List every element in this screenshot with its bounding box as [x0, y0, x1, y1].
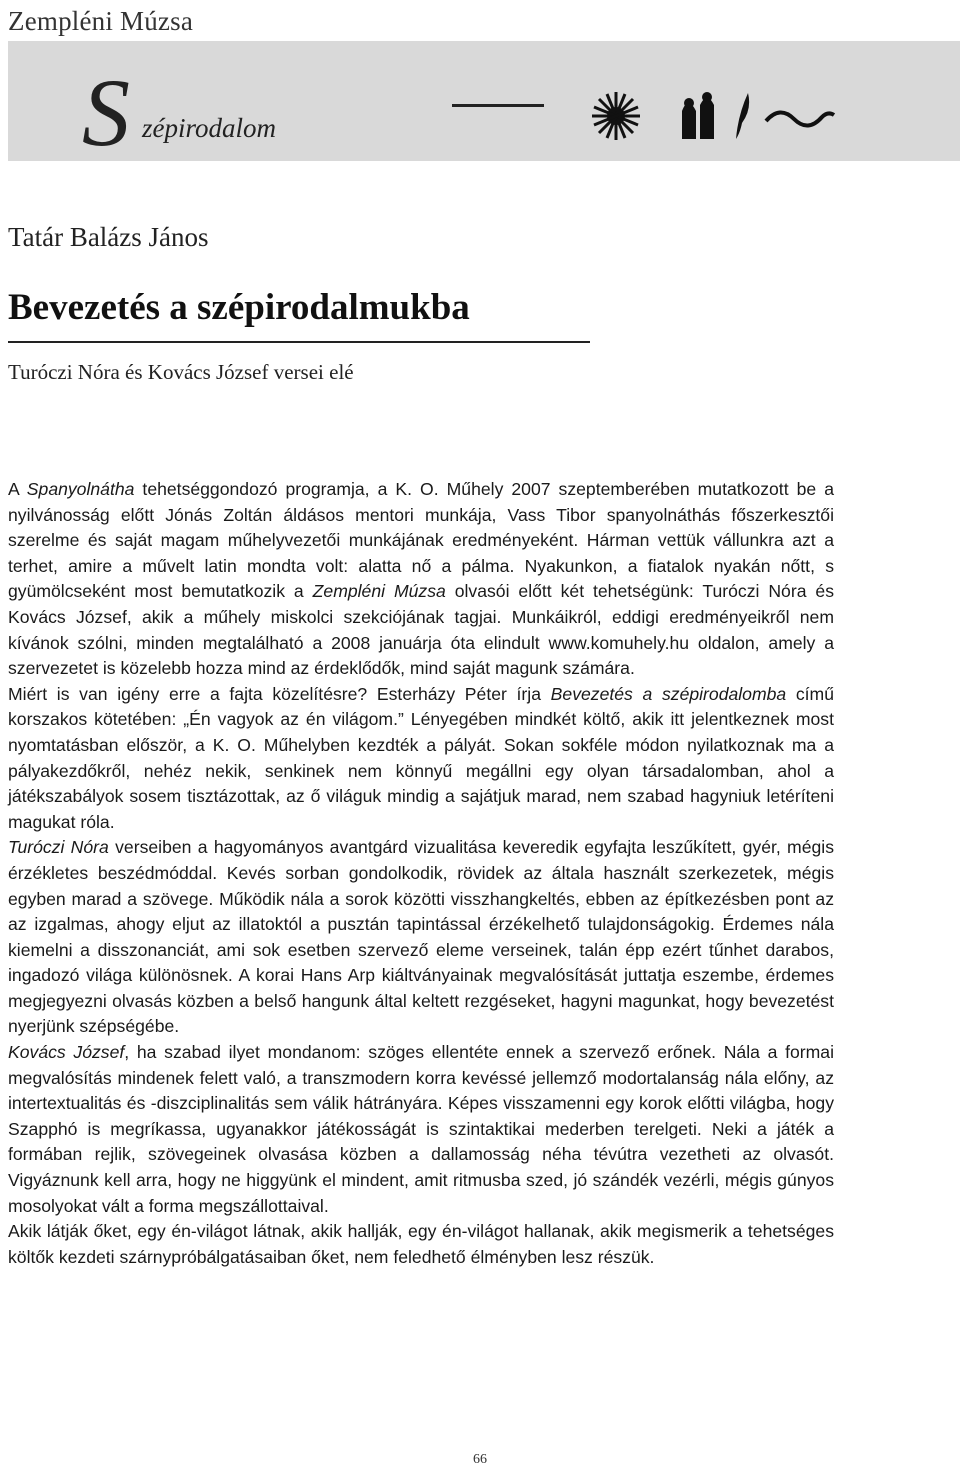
italic-run: Zempléni Múzsa — [312, 581, 446, 602]
article-subtitle: Turóczi Nóra és Kovács József versei elé — [8, 360, 354, 384]
text-run: Miért is van igény erre a fajta közelítésre? Esterházy Péter írja — [8, 683, 551, 704]
paragraph — [8, 682, 834, 836]
italic-run: Bevezetés a szépirodalomba — [550, 683, 787, 704]
page-number: 66 — [473, 1452, 487, 1467]
text-run: , ha szabad ilyet mondanom: szöges ellentéte ennek a szervező erőnek. Nála a formai megvalósítás mindenek felett való, a transzmodern korra kevéssé jellemző modortalanság nála előny, az intertextualitás és -diszciplinalitás sem válik hátrányára. Képes visszamenni egy korok előtti világba, hogy Szapphó is megríkassa, ugyanakkor játékosságát is szintaktikai mederben terelgeti. Neki a játék a formában rejlik, szövegeinek olvasása közben a dallamosság néha tévútra vezetheti az olvasót. Vigyáznunk kell arra, hogy ne higgyünk el mindent, amit ritmusba szed, jó szándék vezérli, mégis gúnyos mosolyokat vált a forma megszállottaival. — [8, 1042, 834, 1216]
text-run: Akik látják őket, egy én-világot látnak, akik hallják, egy én-világot hallanak, akik megismerik a tehetséges költők kezdeti szárnypróbálgatásaiban őket, nem feledhető élményben lesz részük. — [8, 1221, 834, 1267]
italic-run: Kovács József — [8, 1042, 125, 1063]
figures-ornament-icon — [682, 92, 714, 139]
sun-ornament-icon — [592, 92, 640, 140]
title-divider — [8, 341, 590, 343]
text-run: című korszakos kötetében: „Én vagyok az én világom.” Lényegében mindkét költő, akik itt jelentkeznek most nyomtatásban először, a K. O. Műhelyben kezdték a pályát. Sokan sokféle módon nyilatkoznak ma a pályakezdőkről, nehéz nekik, senkinek nem könnyű megállni egy olyan társadalomban, ahol a játékszabályok sosem tisztázottak, az ő világuk mindig a sajátjuk marad, nem szabad hagyniuk letéríteni magukat róla. — [8, 683, 834, 832]
italic-run: Spanyolnátha — [26, 479, 135, 499]
article-author: Tatár Balázs János — [8, 222, 209, 252]
text-run: tehetséggondozó programja, a K. O. Műhely 2007 szeptemberében mutatkozott be a nyilvánosság előtt Jónás Zoltán áldásos mentori munkája, Vass Tibor spanyolnáthás főszerkesztői szerelme és saját magam műhelyvezetői munkájának eredményeként. Hárman vettük vállunkra azt a terhet, amire a művelt latin mondta volt: alatta nő a pálma. Nyakunkon, a fiatalok nyakán nőtt, s gyümölcseként most bemutatkozik a — [8, 479, 834, 602]
section-banner — [8, 41, 960, 166]
paragraph — [8, 1219, 834, 1270]
text-run: verseiben a hagyományos avantgárd vizualitása keveredik egyfajta leszűkített, gyér, mégis érzékletes beszédmóddal. Kevés sorban gondolkodik, rövidek az általa használt szerkezetek, mégis egyben marad a szövege. Működik nála a sorok közötti visszhangkeltés, ebben az építkezésben pont az az izgalmas, ahogy eljut az illatoktól a pusztán tapintással érzékelhető tulajdonságokig. Érdemes nála kiemelni a disszonanciát, ami sok esetben szervező eleme verseinek, talán épp ezért tűnhet darabos, ingadozó világa különösnek. A korai Hans Arp kiáltványainak megvalósítását juttatja eszembe, érdemes megjegyezni olvasás közben a belső hangunk által keltett rezgéseket, hagyni magunkat, hogy bevezetést nyerjünk szépségébe. — [8, 837, 834, 1037]
quill-icon — [736, 93, 749, 139]
italic-run: Turóczi Nóra — [8, 837, 109, 858]
section-divider — [452, 104, 544, 107]
paragraph — [8, 477, 834, 682]
ornament-strip — [586, 89, 836, 143]
paragraph — [8, 1040, 834, 1219]
flourish-icon — [766, 112, 834, 125]
text-run: A — [8, 479, 27, 499]
journal-title: Zempléni Múzsa — [8, 6, 193, 36]
section-initial: S — [82, 59, 130, 166]
paragraph — [8, 835, 834, 1040]
section-title: zépirodalom — [142, 113, 276, 143]
article-body — [8, 477, 834, 1270]
article-title: Bevezetés a szépirodalmukba — [8, 287, 470, 328]
text-run: olvasói előtt két tehetségünk: Turóczi Nóra és Kovács József, akik a műhely miskolci szekciójának tagjai. Munkáikról, eddigi eredményeikről nem kívánok szólni, minden megtalálható a 2008 januárja óta elindult www.komuhely.hu oldalon, amely a szervezetet is közelebb hozza mind az érdeklődők, mind saját magunk számára. — [8, 581, 834, 679]
